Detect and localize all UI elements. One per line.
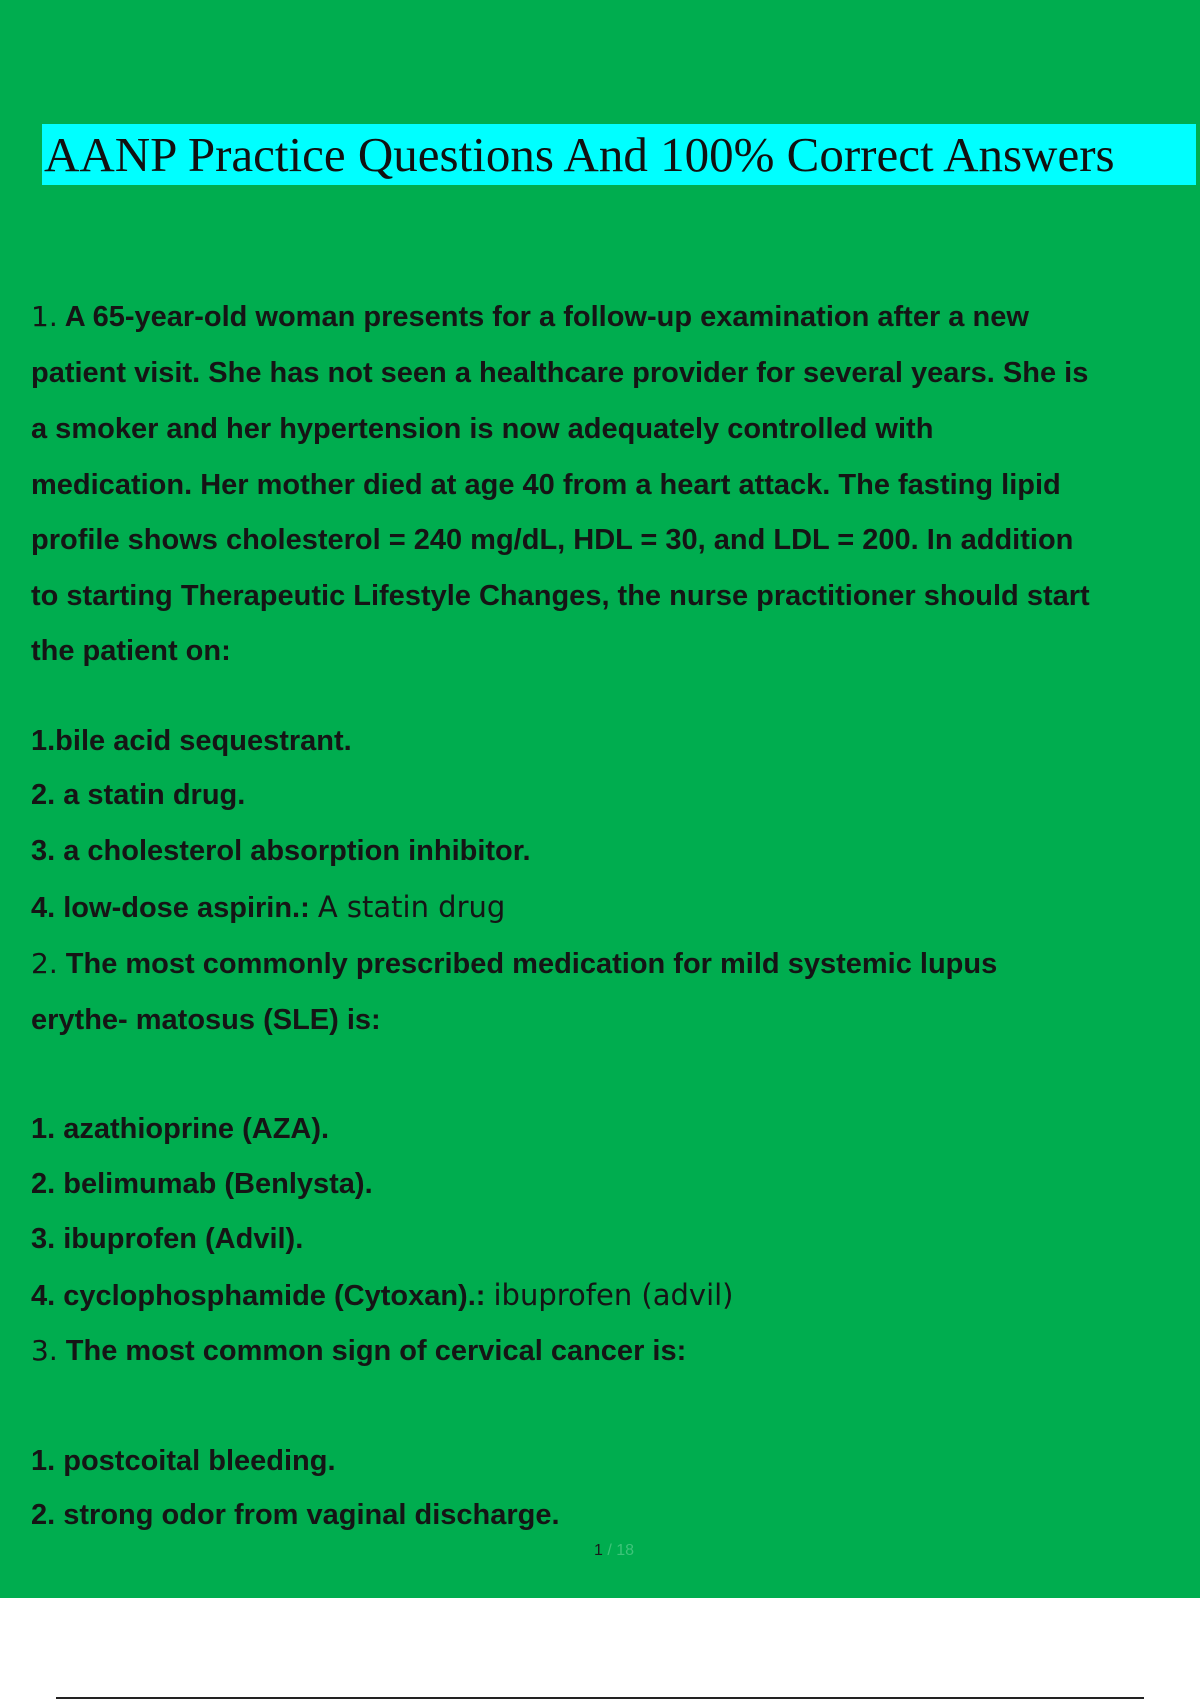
option-text: 4. cyclophosphamide (Cytoxan).: — [31, 1280, 486, 1312]
question-2-line — [31, 944, 997, 984]
question-text: the patient on: — [31, 635, 231, 667]
question-text: patient visit. She has not seen a healthcare provider for several years. She is — [31, 357, 1089, 389]
option-item: 1. postcoital bleeding. — [31, 1445, 336, 1477]
page-current: 1 — [594, 1542, 603, 1559]
option-text: 4. low-dose aspirin.: — [31, 892, 310, 924]
page-separator: / — [602, 1542, 617, 1559]
question-text: a smoker and her hypertension is now adequately controlled with — [31, 413, 934, 445]
answer-text: A statin drug — [317, 890, 506, 924]
question-text: The most common sign of cervical cancer is: — [65, 1335, 687, 1367]
question-text: A 65-year-old woman presents for a follow-up examination after a new — [64, 301, 1029, 333]
question-text: The most commonly prescribed medication for mild systemic lupus — [65, 948, 998, 980]
option-item: 1. azathioprine (AZA). — [31, 1113, 330, 1145]
question-text: medication. Her mother died at age 40 from a heart attack. The fasting lipid — [31, 469, 1061, 501]
question-number: 2. — [31, 947, 58, 980]
page-total: 18 — [616, 1542, 635, 1559]
option-item — [31, 1275, 734, 1316]
question-1-line — [31, 297, 1029, 337]
question-number: 1. — [31, 300, 58, 333]
option-item: 3. a cholesterol absorption inhibitor. — [31, 835, 531, 867]
option-item: 2. a statin drug. — [31, 779, 246, 811]
question-text: erythe- matosus (SLE) is: — [31, 1004, 381, 1036]
question-text: profile shows cholesterol = 240 mg/dL, HDL = 30, and LDL = 200. In addition — [31, 524, 1074, 556]
option-item: 2. belimumab (Benlysta). — [31, 1168, 373, 1200]
page-divider — [56, 1697, 1144, 1699]
option-item — [31, 887, 505, 928]
option-item: 2. strong odor from vaginal discharge. — [31, 1499, 560, 1531]
question-number: 3. — [31, 1334, 58, 1367]
answer-text: ibuprofen (advil) — [493, 1278, 734, 1312]
question-3-line — [31, 1331, 686, 1371]
option-item: 3. ibuprofen (Advil). — [31, 1223, 304, 1255]
question-text: to starting Therapeutic Lifestyle Changes, the nurse practitioner should start — [31, 580, 1090, 612]
option-item: 1.bile acid sequestrant. — [31, 725, 352, 757]
document-title: AANP Practice Questions And 100% Correct Answers — [42, 124, 1196, 185]
page-indicator — [594, 1542, 634, 1560]
